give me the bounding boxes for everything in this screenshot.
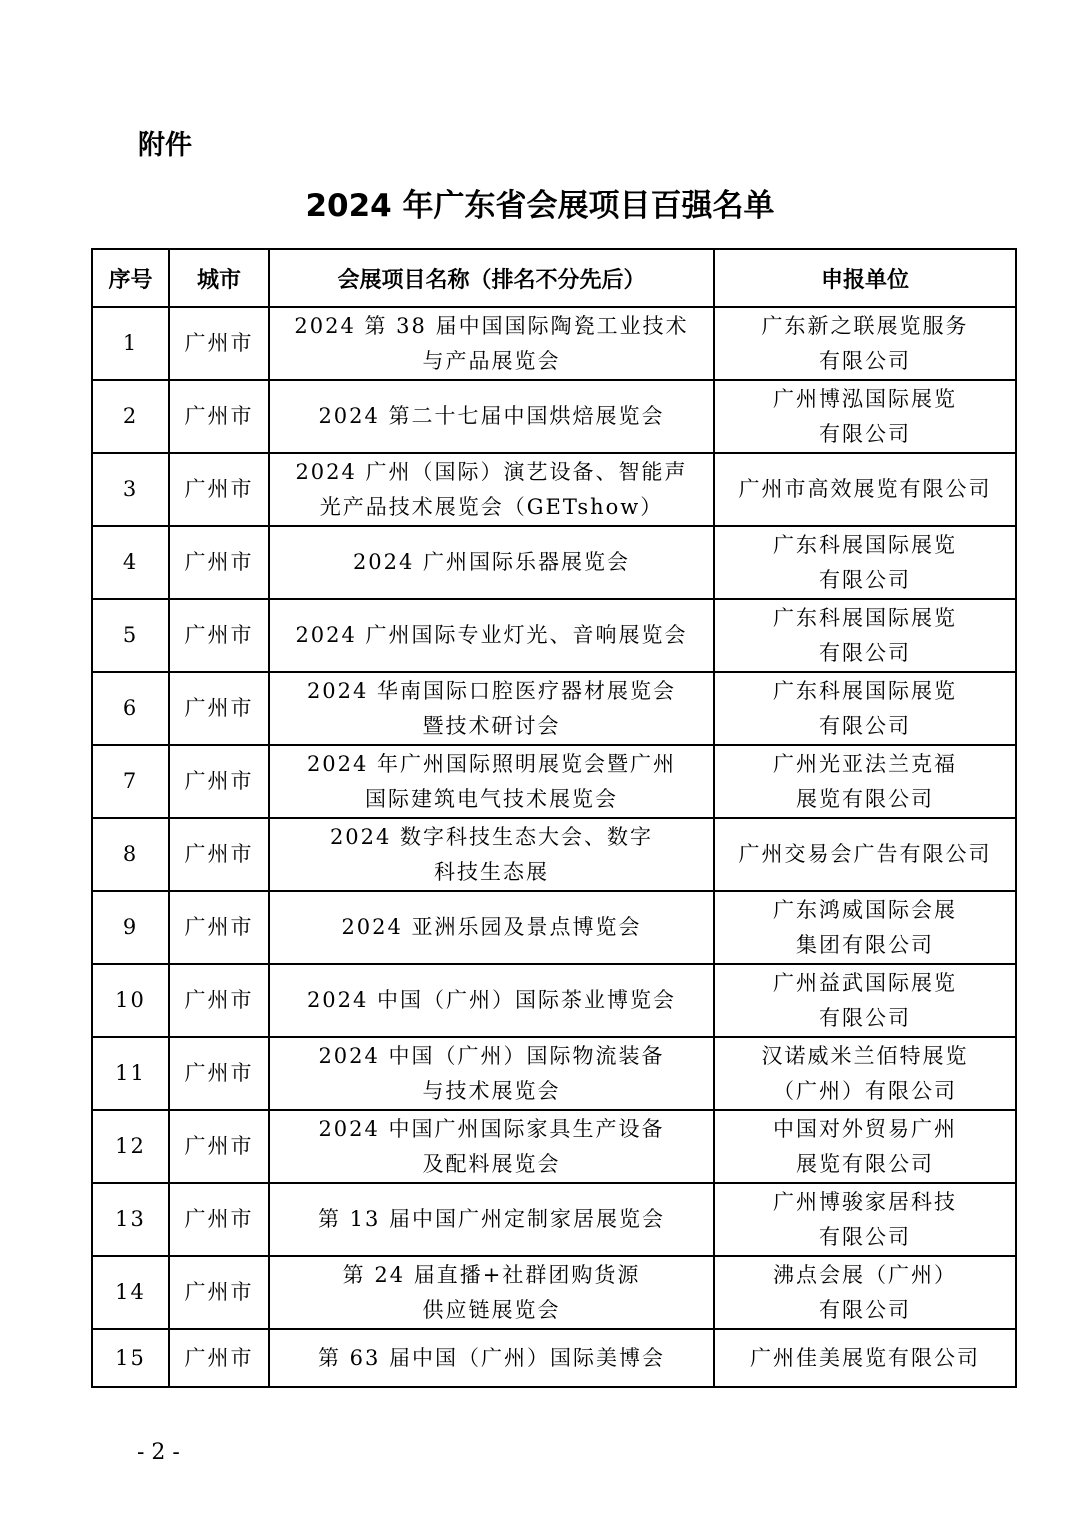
applicant-line: 有限公司: [819, 640, 911, 665]
table-row: [92, 672, 1016, 745]
applicant-line: 集团有限公司: [796, 932, 934, 957]
table-row: [92, 599, 1016, 672]
row-project-name: [269, 745, 714, 818]
row-applicant: [714, 964, 1016, 1037]
row-applicant: [714, 307, 1016, 380]
applicant-line: 有限公司: [819, 713, 911, 738]
row-city: 广州市: [169, 599, 269, 672]
row-project-name: [269, 672, 714, 745]
row-project-name: [269, 1110, 714, 1183]
table-row: [92, 1183, 1016, 1256]
document-title: 2024 年广东省会展项目百强名单: [305, 188, 775, 224]
applicant-line: 广东新之联展览服务: [761, 313, 969, 338]
table-row: [92, 1110, 1016, 1183]
applicant-line: 广东科展国际展览: [773, 605, 957, 630]
table-row: [92, 1037, 1016, 1110]
applicant-line: 沸点会展（广州）: [773, 1262, 957, 1287]
row-project-name: [269, 964, 714, 1037]
row-applicant: [714, 599, 1016, 672]
table-row: [92, 526, 1016, 599]
row-project-name: [269, 453, 714, 526]
applicant-line: 广州佳美展览有限公司: [750, 1345, 980, 1370]
row-project-name: [269, 526, 714, 599]
project-name-line: 光产品技术展览会（GETshow）: [319, 494, 664, 519]
row-applicant: [714, 526, 1016, 599]
project-name-line: 及配料展览会: [422, 1151, 561, 1176]
project-name-line: 与技术展览会: [422, 1078, 561, 1103]
row-applicant: [714, 1037, 1016, 1110]
row-applicant: [714, 818, 1016, 891]
row-serial-number: 6: [92, 672, 169, 745]
row-city: 广州市: [169, 818, 269, 891]
row-serial-number: 1: [92, 307, 169, 380]
project-name-line: 2024 亚洲乐园及景点博览会: [341, 915, 642, 939]
row-serial-number: 15: [92, 1329, 169, 1387]
header-project-name: 会展项目名称（排名不分先后）: [269, 249, 714, 307]
project-name-line: 2024 中国广州国际家具生产设备: [318, 1116, 665, 1141]
row-applicant: [714, 1110, 1016, 1183]
row-city: 广州市: [169, 1183, 269, 1256]
project-name-line: 2024 年广州国际照明展览会暨广州: [306, 751, 677, 776]
row-city: 广州市: [169, 307, 269, 380]
row-city: 广州市: [169, 526, 269, 599]
header-serial-number: 序号: [92, 249, 169, 307]
applicant-line: 广州博骏家居科技: [773, 1189, 957, 1214]
row-serial-number: 11: [92, 1037, 169, 1110]
project-name-line: 2024 数字科技生态大会、数字: [329, 824, 654, 849]
applicant-line: 展览有限公司: [796, 1151, 934, 1176]
row-city: 广州市: [169, 1256, 269, 1329]
row-serial-number: 13: [92, 1183, 169, 1256]
project-name-line: 2024 第二十七届中国烘焙展览会: [318, 404, 665, 428]
row-applicant: [714, 745, 1016, 818]
project-name-line: 2024 中国（广州）国际物流装备: [318, 1043, 665, 1068]
row-applicant: [714, 1256, 1016, 1329]
applicant-line: 展览有限公司: [796, 786, 934, 811]
project-name-line: 与产品展览会: [422, 348, 561, 373]
table-row: [92, 818, 1016, 891]
row-project-name: [269, 818, 714, 891]
applicant-line: 广州市高效展览有限公司: [738, 477, 992, 501]
project-name-line: 第 63 届中国（广州）国际美博会: [317, 1345, 666, 1370]
table-row: [92, 307, 1016, 380]
applicant-line: 有限公司: [819, 421, 911, 446]
row-city: 广州市: [169, 672, 269, 745]
applicant-line: （广州）有限公司: [773, 1078, 957, 1103]
row-applicant: [714, 453, 1016, 526]
table-row: [92, 1256, 1016, 1329]
applicant-line: 有限公司: [819, 1224, 911, 1249]
table-row: [92, 964, 1016, 1037]
project-name-line: 2024 第 38 届中国国际陶瓷工业技术: [294, 313, 689, 338]
project-name-line: 科技生态展: [434, 859, 549, 884]
row-serial-number: 8: [92, 818, 169, 891]
project-name-line: 2024 中国（广州）国际茶业博览会: [306, 988, 677, 1012]
row-city: 广州市: [169, 453, 269, 526]
row-applicant: [714, 1183, 1016, 1256]
row-applicant: [714, 1329, 1016, 1387]
table-row: [92, 380, 1016, 453]
applicant-line: 广州益武国际展览: [773, 970, 957, 995]
row-project-name: [269, 380, 714, 453]
row-project-name: [269, 891, 714, 964]
row-city: 广州市: [169, 745, 269, 818]
row-project-name: [269, 307, 714, 380]
attachment-label: 附件: [138, 130, 192, 161]
applicant-line: 广东科展国际展览: [773, 532, 957, 557]
row-city: 广州市: [169, 1110, 269, 1183]
applicant-line: 汉诺威米兰佰特展览: [761, 1043, 969, 1068]
row-city: 广州市: [169, 964, 269, 1037]
applicant-line: 有限公司: [819, 1297, 911, 1322]
applicant-line: 广州交易会广告有限公司: [738, 842, 992, 866]
applicant-line: 广州光亚法兰克福: [773, 751, 957, 776]
row-project-name: [269, 1183, 714, 1256]
applicant-line: 广州博泓国际展览: [773, 386, 957, 411]
row-serial-number: 14: [92, 1256, 169, 1329]
row-serial-number: 7: [92, 745, 169, 818]
project-name-line: 2024 广州国际专业灯光、音响展览会: [295, 623, 688, 647]
row-applicant: [714, 891, 1016, 964]
applicant-line: 有限公司: [819, 348, 911, 373]
table-row: [92, 891, 1016, 964]
table-header: [92, 249, 1016, 307]
project-name-line: 第 24 届直播+社群团购货源: [342, 1262, 641, 1287]
row-project-name: [269, 1256, 714, 1329]
row-city: 广州市: [169, 1037, 269, 1110]
row-city: 广州市: [169, 380, 269, 453]
table-row: [92, 453, 1016, 526]
applicant-line: 有限公司: [819, 567, 911, 592]
row-serial-number: 5: [92, 599, 169, 672]
row-serial-number: 12: [92, 1110, 169, 1183]
row-serial-number: 9: [92, 891, 169, 964]
project-name-line: 供应链展览会: [422, 1297, 561, 1322]
row-city: 广州市: [169, 891, 269, 964]
row-project-name: [269, 1037, 714, 1110]
project-name-line: 国际建筑电气技术展览会: [365, 786, 618, 811]
applicant-line: 中国对外贸易广州: [773, 1116, 957, 1141]
row-project-name: [269, 1329, 714, 1387]
row-project-name: [269, 599, 714, 672]
table-row: [92, 745, 1016, 818]
applicant-line: 有限公司: [819, 1005, 911, 1030]
row-applicant: [714, 380, 1016, 453]
header-city: 城市: [169, 249, 269, 307]
row-serial-number: 2: [92, 380, 169, 453]
table-body: [92, 307, 1016, 1387]
project-name-line: 第 13 届中国广州定制家居展览会: [317, 1207, 666, 1231]
table-row: [92, 1329, 1016, 1387]
row-serial-number: 3: [92, 453, 169, 526]
header-row: [92, 249, 1016, 307]
row-serial-number: 10: [92, 964, 169, 1037]
applicant-line: 广东鸿威国际会展: [773, 897, 957, 922]
applicant-line: 广东科展国际展览: [773, 678, 957, 703]
row-applicant: [714, 672, 1016, 745]
exhibition-list-table: [91, 248, 1017, 1388]
row-city: 广州市: [169, 1329, 269, 1387]
page-number: - 2 -: [137, 1440, 180, 1465]
project-name-line: 2024 广州（国际）演艺设备、智能声: [295, 459, 688, 484]
project-name-line: 暨技术研讨会: [422, 713, 561, 738]
project-name-line: 2024 华南国际口腔医疗器材展览会: [306, 678, 677, 703]
header-applicant: 申报单位: [714, 249, 1016, 307]
project-name-line: 2024 广州国际乐器展览会: [352, 550, 631, 574]
row-serial-number: 4: [92, 526, 169, 599]
